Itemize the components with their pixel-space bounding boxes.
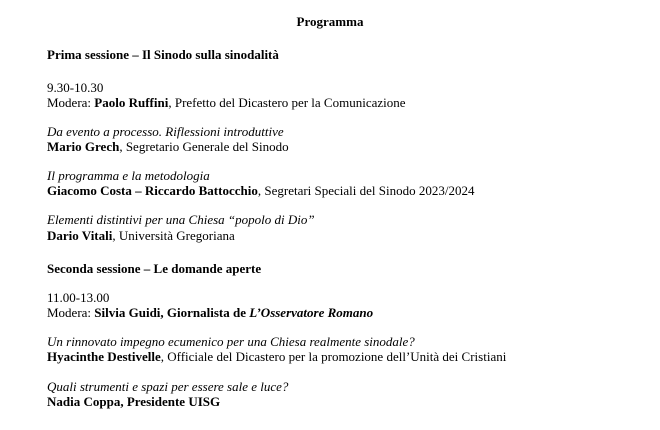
speaker-role: , Officiale del Dicastero per la promozione dell’Unità dei Cristiani	[160, 349, 507, 364]
moderator-label: Modera:	[47, 95, 95, 110]
talk-topic: Un rinnovato impegno ecumenico per una Chiesa realmente sinodale?	[47, 334, 415, 349]
talk-speaker-line	[47, 394, 220, 410]
talk-topic: Il programma e la metodologia	[47, 168, 210, 183]
talk-speaker-line	[47, 183, 475, 199]
speaker-role: , Segretari Speciali del Sinodo 2023/2024	[257, 183, 475, 198]
session-1-heading: Prima sessione – Il Sinodo sulla sinodalità	[47, 47, 279, 62]
talk-topic: Da evento a processo. Riflessioni introduttive	[47, 124, 284, 139]
speaker-name: Hyacinthe Destivelle	[47, 349, 161, 364]
session-1-moderator	[47, 95, 406, 111]
moderator-name: Silvia Guidi, Giornalista de	[94, 305, 250, 320]
session-2-time: 11.00-13.00	[47, 290, 110, 305]
talk-topic: Elementi distintivi per una Chiesa “popolo di Dio”	[47, 212, 315, 227]
speaker-name: Dario Vitali	[47, 228, 113, 243]
talk-speaker-line	[47, 349, 506, 365]
speaker-role: , Università Gregoriana	[112, 228, 235, 243]
moderator-name: Paolo Ruffini	[94, 95, 169, 110]
speaker-role: , Segretario Generale del Sinodo	[119, 139, 289, 154]
session-2-moderator	[47, 305, 373, 321]
speaker-name: Mario Grech	[47, 139, 120, 154]
talk-speaker-line	[47, 228, 235, 244]
talk-topic: Quali strumenti e spazi per essere sale e luce?	[47, 379, 289, 394]
session-2-heading: Seconda sessione – Le domande aperte	[47, 261, 262, 276]
publication-name: L’Osservatore Romano	[249, 305, 374, 320]
talk-speaker-line	[47, 139, 289, 155]
speaker-name: Nadia Coppa, Presidente UISG	[47, 394, 221, 409]
speaker-name: Giacomo Costa – Riccardo Battocchio	[47, 183, 258, 198]
moderator-label: Modera:	[47, 305, 95, 320]
moderator-role: , Prefetto del Dicastero per la Comunicazione	[168, 95, 406, 110]
session-1-time: 9.30-10.30	[47, 80, 104, 95]
page-title: Programma	[296, 14, 364, 29]
